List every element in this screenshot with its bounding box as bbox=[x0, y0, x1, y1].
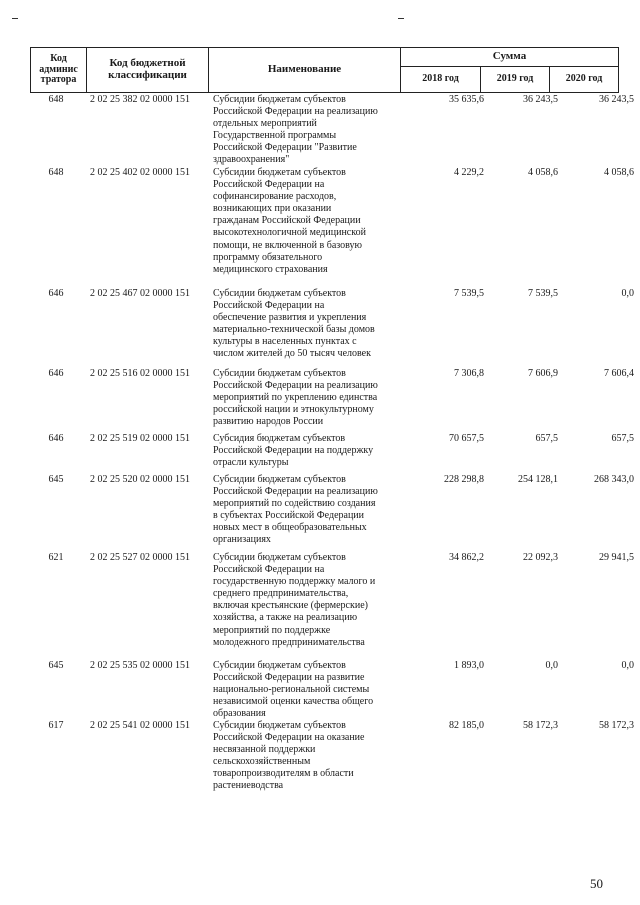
amount-2018: 7 306,8 bbox=[454, 368, 484, 379]
amount-2020: 657,5 bbox=[611, 433, 634, 444]
admin-code: 648 bbox=[48, 94, 64, 105]
row-name: Субсидии бюджетам субъектов Российской Федерации на обеспечение развития и укрепления материально-технической базы домов культуры в населенных пунктах с числом жителей до 50 тысяч человек bbox=[213, 288, 375, 360]
budget-code: 2 02 25 535 02 0000 151 bbox=[90, 660, 190, 671]
amount-2020: 36 243,5 bbox=[599, 94, 634, 105]
admin-code: 646 bbox=[48, 288, 64, 299]
amount-2019: 657,5 bbox=[535, 433, 558, 444]
budget-code: 2 02 25 527 02 0000 151 bbox=[90, 552, 190, 563]
header-year-2019: 2019 год bbox=[481, 67, 550, 93]
scan-mark-left bbox=[12, 18, 18, 19]
amount-2019: 0,0 bbox=[545, 660, 558, 671]
row-name: Субсидии бюджетам субъектов Российской Федерации на реализацию мероприятий по содействию создания в субъектах Российской Федерации новых мест в общеобразовательных организациях bbox=[213, 474, 378, 546]
admin-code: 617 bbox=[48, 720, 64, 731]
admin-code: 646 bbox=[48, 368, 64, 379]
amount-2018: 7 539,5 bbox=[454, 288, 484, 299]
row-name: Субсидия бюджетам субъектов Российской Федерации на поддержку отрасли культуры bbox=[213, 433, 374, 469]
budget-code: 2 02 25 520 02 0000 151 bbox=[90, 474, 190, 485]
amount-2018: 82 185,0 bbox=[449, 720, 484, 731]
amount-2019: 58 172,3 bbox=[523, 720, 558, 731]
amount-2019: 22 092,3 bbox=[523, 552, 558, 563]
budget-code: 2 02 25 519 02 0000 151 bbox=[90, 433, 190, 444]
amount-2020: 268 343,0 bbox=[594, 474, 634, 485]
header-year-2020: 2020 год bbox=[550, 67, 619, 93]
header-name: Наименование bbox=[209, 48, 401, 93]
row-name: Субсидии бюджетам субъектов Российской Федерации на развитие национально-региональной системы независимой оценки качества общего образования bbox=[213, 660, 374, 720]
amount-2018: 70 657,5 bbox=[449, 433, 484, 444]
budget-code: 2 02 25 541 02 0000 151 bbox=[90, 720, 190, 731]
admin-code: 645 bbox=[48, 474, 64, 485]
admin-code: 646 bbox=[48, 433, 64, 444]
amount-2018: 228 298,8 bbox=[444, 474, 484, 485]
admin-code: 645 bbox=[48, 660, 64, 671]
amount-2018: 1 893,0 bbox=[454, 660, 484, 671]
row-name: Субсидии бюджетам субъектов Российской Федерации на реализацию отдельных мероприятий Государственной программы Российской Федерации "Развитие здравоохранения" bbox=[213, 94, 378, 166]
header-budget-code: Код бюджетной классификации bbox=[87, 48, 209, 93]
amount-2018: 4 229,2 bbox=[454, 167, 484, 178]
amount-2018: 35 635,6 bbox=[449, 94, 484, 105]
amount-2019: 4 058,6 bbox=[528, 167, 558, 178]
amount-2020: 29 941,5 bbox=[599, 552, 634, 563]
budget-code: 2 02 25 516 02 0000 151 bbox=[90, 368, 190, 379]
amount-2020: 58 172,3 bbox=[599, 720, 634, 731]
page-number: 50 bbox=[590, 876, 603, 891]
budget-code: 2 02 25 402 02 0000 151 bbox=[90, 167, 190, 178]
amount-2019: 7 539,5 bbox=[528, 288, 558, 299]
amount-2020: 0,0 bbox=[621, 660, 634, 671]
amount-2019: 7 606,9 bbox=[528, 368, 558, 379]
header-year-2018: 2018 год bbox=[401, 67, 481, 93]
scan-mark-center bbox=[398, 18, 404, 19]
amount-2020: 0,0 bbox=[621, 288, 634, 299]
amount-2019: 36 243,5 bbox=[523, 94, 558, 105]
row-name: Субсидии бюджетам субъектов Российской Федерации на государственную поддержку малого и среднего предпринимательства, включая крестьянские (фермерские) хозяйства, а также на реализацию мероприятий по поддержке молодежного предпринимательства bbox=[213, 552, 376, 648]
header-admin-code: Код админис тратора bbox=[31, 48, 87, 93]
table-header bbox=[30, 47, 619, 93]
row-name: Субсидии бюджетам субъектов Российской Федерации на реализацию мероприятий по укреплению единства российской нации и этнокультурному развитию народов России bbox=[213, 368, 378, 428]
header-amount: Сумма bbox=[401, 48, 619, 67]
admin-code: 621 bbox=[48, 552, 64, 563]
amount-2020: 7 606,4 bbox=[604, 368, 634, 379]
admin-code: 648 bbox=[48, 167, 64, 178]
budget-code: 2 02 25 467 02 0000 151 bbox=[90, 288, 190, 299]
row-name: Субсидии бюджетам субъектов Российской Федерации на оказание несвязанной поддержки сельскохозяйственным товаропроизводителям в области растениеводства bbox=[213, 720, 365, 792]
budget-code: 2 02 25 382 02 0000 151 bbox=[90, 94, 190, 105]
amount-2019: 254 128,1 bbox=[518, 474, 558, 485]
row-name: Субсидии бюджетам субъектов Российской Федерации на софинансирование расходов, возникающих при оказании гражданам Российской Федерации высокотехнологичной медицинской помощи, не включенной в базовую программу обязательного медицинского страхования bbox=[213, 167, 366, 275]
amount-2018: 34 862,2 bbox=[449, 552, 484, 563]
amount-2020: 4 058,6 bbox=[604, 167, 634, 178]
